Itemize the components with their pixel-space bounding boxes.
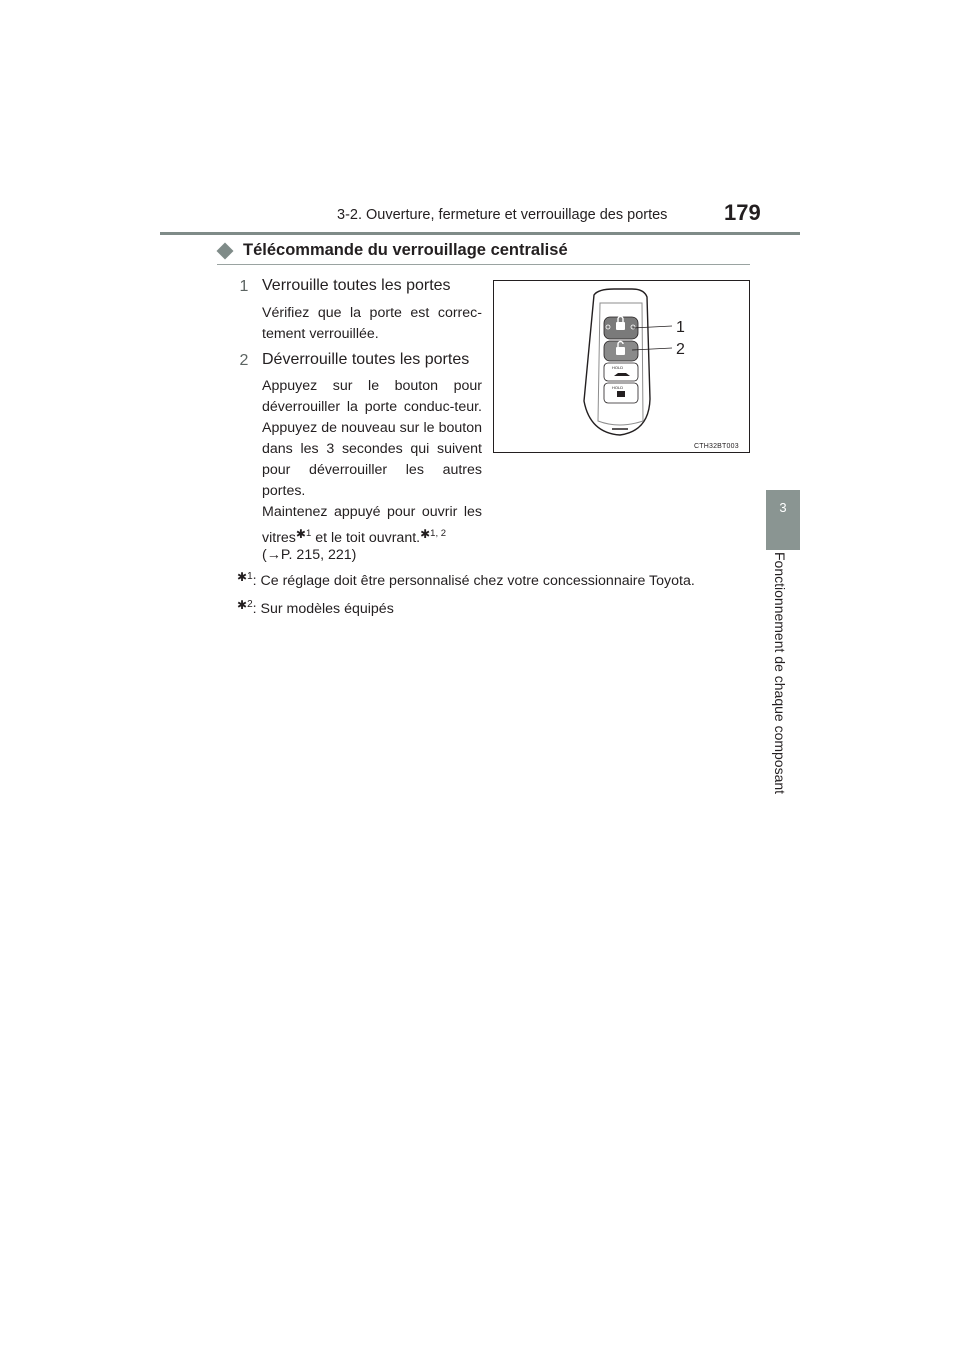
header-rule — [160, 232, 800, 235]
hold-label-2: HOLD — [612, 385, 624, 390]
section-title: Télécommande du verrouillage centralisé — [243, 241, 568, 259]
callout-2: 2 — [676, 341, 685, 358]
figure-caption: CTH32BT003 — [694, 443, 739, 450]
section-rule — [217, 264, 750, 265]
callout-1: 1 — [676, 319, 685, 336]
footnote-ref-1: 1 — [305, 528, 312, 539]
lock-icon — [616, 322, 625, 330]
footnote-ref-2: 1, 2 — [430, 528, 447, 539]
footnote-star-icon: ✱ — [420, 527, 431, 541]
item-number-2: 2 — [239, 352, 249, 369]
chapter-number: 3 — [779, 500, 787, 515]
chapter-tab — [766, 490, 800, 550]
toit-text: et le toit ouvrant. — [311, 530, 421, 546]
section-header: 3-2. Ouverture, fermeture et verrouillage des portes — [337, 207, 668, 223]
footnote-1 — [237, 570, 695, 589]
item-title-2: Déverrouille toutes les portes — [262, 351, 470, 368]
footnote-2 — [237, 598, 394, 617]
page-reference: (→P. 215, 221) — [262, 547, 357, 563]
vitres-text: Maintenez appuyé pour ouvrir les vitres — [262, 504, 482, 546]
footnote-star-icon: ✱ — [237, 598, 248, 612]
key-fob-figure — [493, 280, 750, 453]
chapter-label-wrap — [772, 552, 794, 795]
section-title-row — [217, 241, 568, 260]
page-number: 179 — [724, 200, 761, 225]
footnote-star-icon: ✱ — [295, 527, 306, 541]
unlock-icon — [616, 347, 625, 355]
footnote-text-1: : Ce réglage doit être personnalisé chez votre concessionnaire Toyota. — [252, 573, 695, 589]
footnote-mark-2: 2 — [247, 599, 253, 610]
diamond-bullet-icon — [217, 242, 234, 259]
key-fob-illustration — [494, 281, 749, 452]
footnote-text-2: : Sur modèles équipés — [252, 601, 394, 617]
hold-label-1: HOLD — [612, 365, 624, 370]
item-text-2b — [262, 502, 482, 549]
chapter-label: Fonctionnement de chaque composant — [772, 552, 788, 795]
item-title-1: Verrouille toutes les portes — [262, 277, 451, 294]
item-text-1: Vérifiez que la porte est correc-tement verrouillée. — [262, 305, 482, 342]
fob-outline — [584, 289, 650, 435]
panic-icon — [617, 391, 625, 397]
footnote-star-icon: ✱ — [237, 570, 248, 584]
item-text-2: Appuyez sur le bouton pour déverrouiller la porte conduc-teur. Appuyez de nouveau sur le bouton dans les 3 secondes qui suivent pour déverrouiller les autres portes. — [262, 378, 482, 499]
item-number-1: 1 — [239, 278, 249, 295]
footnote-mark-1: 1 — [247, 571, 253, 582]
